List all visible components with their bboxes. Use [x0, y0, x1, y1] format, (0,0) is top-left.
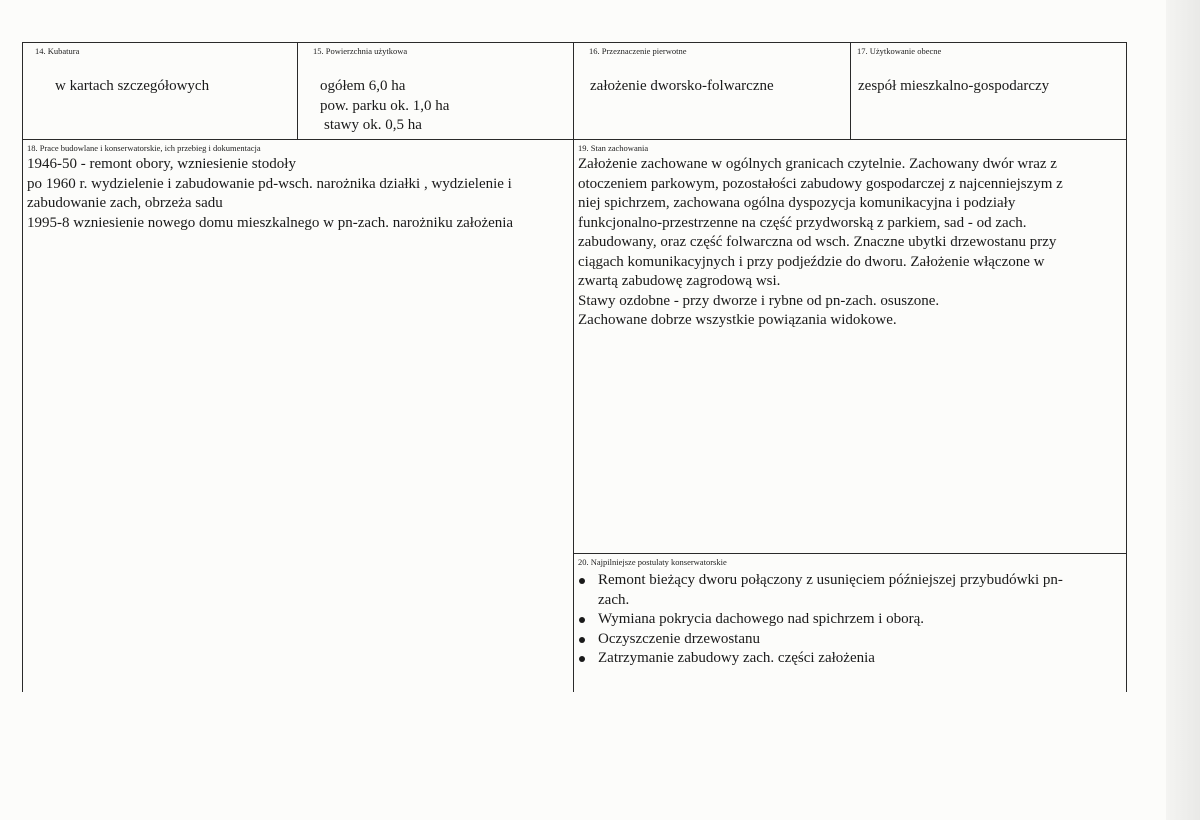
table-border-right: [1126, 42, 1127, 692]
list-item-line: zach.: [598, 591, 630, 608]
prace-line: 1995-8 wzniesienie nowego domu mieszkalnego w pn-zach. narożniku założenia: [27, 214, 514, 231]
list-item-line: Remont bieżący dworu połączony z usunięciem późniejszej przybudówki pn-: [598, 572, 1063, 588]
prace-line: po 1960 r. wydzielenie i zabudowanie pd-wsch. narożnika działki , wydzielenie i: [27, 175, 512, 192]
stan-value: [578, 155, 1063, 331]
prace-value: [27, 155, 513, 233]
przeznaczenie-value: założenie dworsko-folwarczne: [590, 78, 774, 94]
table-border-col1: [297, 42, 298, 140]
stan-line: otoczeniem parkowym, pozostałości zabudowy gospodarczej z najcenniejszym z: [578, 175, 1063, 192]
table-border-top: [22, 42, 1127, 43]
list-item: [577, 649, 1117, 669]
stan-line: Zachowane dobrze wszystkie powiązania widokowe.: [578, 312, 897, 328]
table-border-col3: [850, 42, 851, 140]
bullet-icon: [579, 656, 585, 662]
list-item-line: Wymiana pokrycia dachowego nad spichrzem i oborą.: [598, 611, 925, 627]
list-item-line: Oczyszczenie drzewostanu: [598, 630, 760, 647]
powierzchnia-value: [320, 77, 449, 136]
list-item: [577, 610, 1117, 630]
stan-line: Założenie zachowane w ogólnych granicach czytelnie. Zachowany dwór wraz z: [578, 156, 1057, 172]
stan-line: zwartą zabudowę zagrodową wsi.: [578, 273, 781, 289]
list-item: [577, 630, 1117, 650]
list-item-line: Zatrzymanie zabudowy zach. części założenia: [598, 650, 875, 666]
prace-label: 18. Prace budowlane i konserwatorskie, ich przebieg i dokumentacja: [27, 143, 261, 153]
powierzchnia-line: stawy ok. 0,5 ha: [324, 117, 422, 133]
powierzchnia-label: 15. Powierzchnia użytkowa: [313, 46, 408, 56]
table-border-row2: [573, 553, 1127, 554]
uzytkowanie-value: zespół mieszkalno-gospodarczy: [858, 78, 1050, 94]
table-border-row1: [22, 139, 1127, 140]
table-border-col2: [573, 42, 574, 692]
powierzchnia-line: pow. parku ok. 1,0 ha: [320, 97, 450, 114]
stan-line: niej spichrzem, zachowana ogólna dyspozycja komunikacyjna i podziały: [578, 195, 1016, 211]
stan-line: zabudowany, oraz część folwarczna od wsch. Znaczne ubytki drzewostanu przy: [578, 234, 1057, 250]
stan-label: 19. Stan zachowania: [578, 143, 649, 153]
postulaty-label: 20. Najpilniejsze postulaty konserwatorskie: [578, 557, 727, 567]
postulaty-list: [577, 571, 1117, 669]
prace-line: 1946-50 - remont obory, wzniesienie stodoły: [27, 156, 296, 172]
bullet-icon: [579, 578, 585, 584]
kubatura-label: 14. Kubatura: [35, 46, 80, 56]
prace-line: zabudowanie zach, obrzeża sadu: [27, 195, 223, 211]
stan-line: Stawy ozdobne - przy dworze i rybne od pn-zach. osuszone.: [578, 292, 940, 309]
page-edge-shadow: [1166, 0, 1200, 820]
stan-line: funkcjonalno-przestrzenne na część przydworską z parkiem, sad - od zach.: [578, 214, 1027, 231]
table-border-left: [22, 42, 23, 692]
list-item: [577, 571, 1117, 610]
powierzchnia-line: ogółem 6,0 ha: [320, 78, 406, 94]
kubatura-value: w kartach szczegółowych: [55, 78, 210, 94]
stan-line: ciągach komunikacyjnych i przy podjeździe do dworu. Założenie włączone w: [578, 253, 1045, 270]
przeznaczenie-label: 16. Przeznaczenie pierwotne: [589, 46, 687, 56]
uzytkowanie-label: 17. Użytkowanie obecne: [857, 46, 942, 56]
bullet-icon: [579, 617, 585, 623]
bullet-icon: [579, 637, 585, 643]
